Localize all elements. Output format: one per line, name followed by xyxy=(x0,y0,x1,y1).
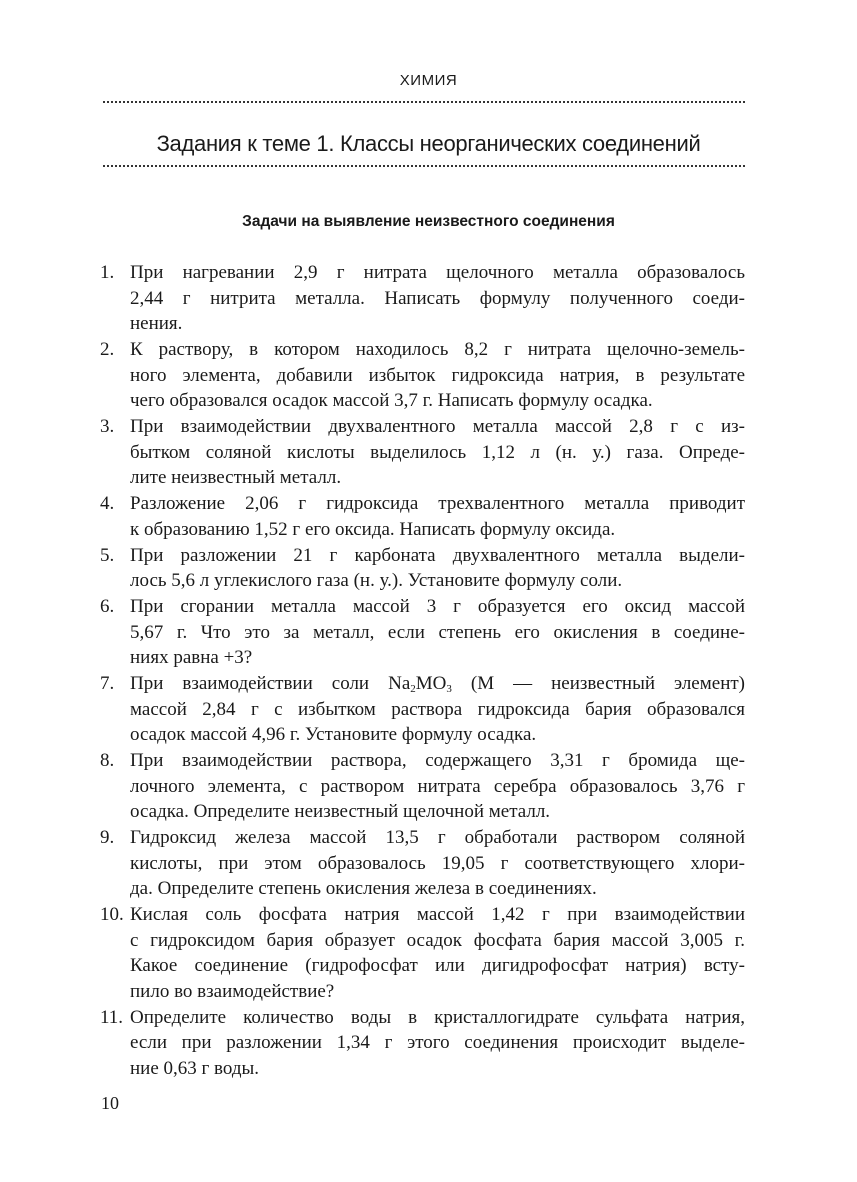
problem-line: При разложении 21 г карбоната двухвалентного металла выдели- xyxy=(130,544,745,566)
problem-number: 3. xyxy=(100,416,115,437)
problem-line: Определите количество воды в кристаллогидрате сульфата натрия, xyxy=(130,1006,745,1028)
problem-item xyxy=(100,825,745,902)
problem-line-formula xyxy=(130,671,745,697)
problem-line: да. Определите степень окисления железа в соединениях. xyxy=(130,878,597,899)
problem-line: бытком соляной кислоты выделилось 1,12 л (н. у.) газа. Опреде- xyxy=(130,441,745,463)
section-title: Задачи на выявление неизвестного соединения xyxy=(242,213,615,230)
problem-item xyxy=(100,337,745,414)
problem-number: 9. xyxy=(100,827,115,848)
chapter-title: Задания к теме 1. Классы неорганических соединений xyxy=(156,131,701,156)
problem-item xyxy=(100,748,745,825)
problem-line: 5,67 г. Что это за металл, если степень его окисления в соедине- xyxy=(130,621,745,643)
problem-line: ние 0,63 г воды. xyxy=(130,1057,260,1079)
problem-number: 2. xyxy=(100,339,115,360)
problem-text xyxy=(130,543,745,594)
dotted-divider-top xyxy=(103,101,745,103)
problem-line: При взаимодействии двухвалентного металла массой 2,8 г с из- xyxy=(130,416,745,437)
problem-line: Какое соединение (гидрофосфат или дигидрофосфат натрия) всту- xyxy=(130,955,745,976)
problem-line: ного элемента, добавили избыток гидроксида натрия, в результате xyxy=(130,364,745,386)
problem-line: пило во взаимодействие? xyxy=(130,980,335,1002)
problem-line: 2,44 г нитрита металла. Написать формулу полученного соеди- xyxy=(130,287,745,309)
problem-text xyxy=(130,260,745,337)
problem-item xyxy=(100,902,745,1004)
problem-line: При взаимодействии раствора, содержащего 3,31 г бромида ще- xyxy=(130,750,745,771)
page-number: 10 xyxy=(101,1093,119,1113)
problem-line: чего образовался осадок массой 3,7 г. Написать формулу осадка. xyxy=(130,390,653,411)
problem-text xyxy=(130,748,745,825)
problem-line: При сгорании металла массой 3 г образуется его оксид массой xyxy=(130,596,745,617)
problem-line: нения. xyxy=(130,313,183,334)
problem-line: лите неизвестный металл. xyxy=(130,467,342,488)
problem-list xyxy=(100,260,745,1082)
problem-number: 7. xyxy=(100,673,115,694)
problem-line: лось 5,6 л углекислого газа (н. у.). Установите формулу соли. xyxy=(130,570,623,591)
problem-number: 4. xyxy=(100,493,115,514)
problem-line: с гидроксидом бария образует осадок фосфата бария массой 3,005 г. xyxy=(130,929,745,951)
problem-line: Кислая соль фосфата натрия массой 1,42 г при взаимодействии xyxy=(130,904,745,925)
problem-item xyxy=(100,543,745,594)
formula-text-after: (M — неизвестный элемент) xyxy=(451,673,745,694)
problem-number: 11. xyxy=(100,1006,124,1028)
problem-number: 6. xyxy=(100,596,115,617)
problem-line: При нагревании 2,9 г нитрата щелочного металла образовалось xyxy=(130,262,745,283)
formula-subscript: 2 xyxy=(410,683,416,695)
problem-line: К раствору, в котором находилось 8,2 г нитрата щелочно-земель- xyxy=(130,339,745,360)
problem-item xyxy=(100,414,745,491)
problem-line: лочного элемента, с раствором нитрата серебра образовалось 3,76 г xyxy=(130,775,745,797)
problem-number: 1. xyxy=(100,262,115,283)
problem-line: осадка. Определите неизвестный щелочной металл. xyxy=(130,801,551,822)
problem-number: 10. xyxy=(100,904,124,925)
problem-text xyxy=(130,825,745,902)
problem-text xyxy=(130,337,745,414)
problem-line: если при разложении 1,34 г этого соединения происходит выделе- xyxy=(130,1032,745,1053)
formula-text-before: При взаимодействии соли Na xyxy=(130,673,411,694)
problem-item xyxy=(100,260,745,337)
problem-line: Разложение 2,06 г гидроксида трехвалентного металла приводит xyxy=(130,493,745,514)
problem-item xyxy=(100,1005,745,1082)
problem-line: к образованию 1,52 г его оксида. Написать формулу оксида. xyxy=(130,518,616,540)
problem-item xyxy=(100,594,745,671)
dotted-divider-bottom xyxy=(103,165,745,167)
problem-line: ниях равна +3? xyxy=(130,647,253,668)
formula-text-middle: MO xyxy=(415,673,447,694)
problem-text xyxy=(130,671,745,748)
problem-text xyxy=(130,902,745,1004)
problem-text xyxy=(130,594,745,671)
formula-subscript: 3 xyxy=(446,683,452,695)
problem-item xyxy=(100,671,745,748)
problem-line: кислоты, при этом образовалось 19,05 г соответствующего хлори- xyxy=(130,852,745,874)
problem-line: Гидроксид железа массой 13,5 г обработали раствором соляной xyxy=(130,827,745,848)
problem-text xyxy=(130,491,745,542)
problem-number: 5. xyxy=(100,544,115,566)
problem-text xyxy=(130,414,745,491)
problem-text xyxy=(130,1005,745,1082)
problem-line: осадок массой 4,96 г. Установите формулу осадка. xyxy=(130,724,537,745)
problem-item xyxy=(100,491,745,542)
problem-number: 8. xyxy=(100,750,115,771)
problem-line: массой 2,84 г с избытком раствора гидроксида бария образовался xyxy=(130,698,745,720)
running-header: ХИМИЯ xyxy=(399,72,458,89)
